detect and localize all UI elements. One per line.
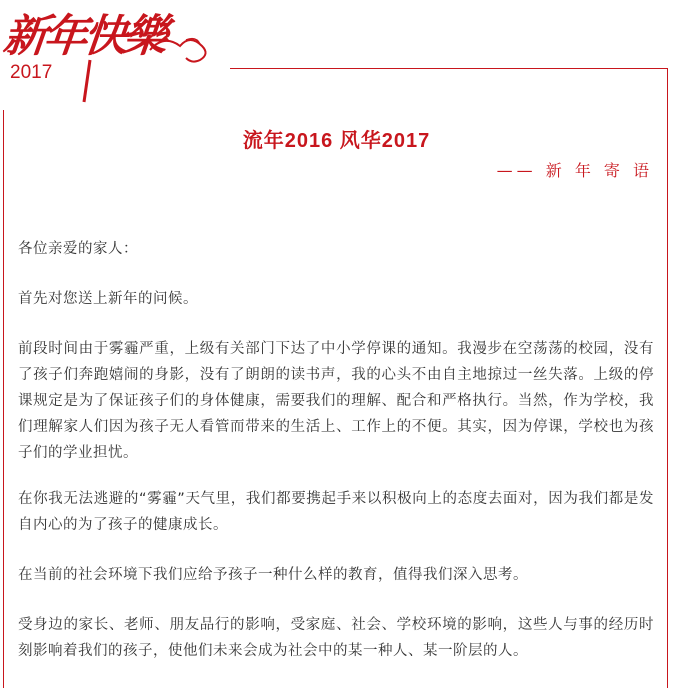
paragraph-1: 首先对您送上新年的问候。 (18, 291, 198, 307)
greeting-text: 各位亲爱的家人： (18, 241, 138, 257)
page-title: 流年2016 风华2017 (242, 130, 431, 152)
logo-calligraphy: 新年快樂 (0, 11, 167, 62)
page-subtitle: —— 新 年 寄 语 (496, 161, 653, 180)
paragraph-3: 在你我无法逃避的“雾霾”天气里，我们都要携起手来以积极向上的态度去面对，因为我们都是发自内心的为了孩子的健康成长。 (18, 491, 654, 533)
paragraph-5: 受身边的家长、老师、朋友品行的影响，受家庭、社会、学校环境的影响，这些人与事的经历时刻影响着我们的孩子，使他们未来会成为社会中的某一种人、某一阶层的人。 (18, 617, 654, 659)
paragraph-4: 在当前的社会环境下我们应给予孩子一种什么样的教育，值得我们深入思考。 (18, 567, 528, 583)
paragraph-2: 前段时间由于雾霾严重，上级有关部门下达了中小学停课的通知。我漫步在空荡荡的校园，没有了孩子们奔跑嬉闹的身影，没有了朗朗的读书声，我的心头不由自主地掠过一丝失落。上级的停课规定是为了保证孩子们的身体健康，需要我们的理解、配合和严格执行。当然，作为学校，我们理解家人们因为孩子无人看管而带来的生活上、工作上的不便。其实，因为停课，学校也为孩子们的学业担忧。 (18, 341, 654, 461)
logo-year: 2017 (10, 62, 53, 83)
new-year-logo (0, 0, 230, 110)
